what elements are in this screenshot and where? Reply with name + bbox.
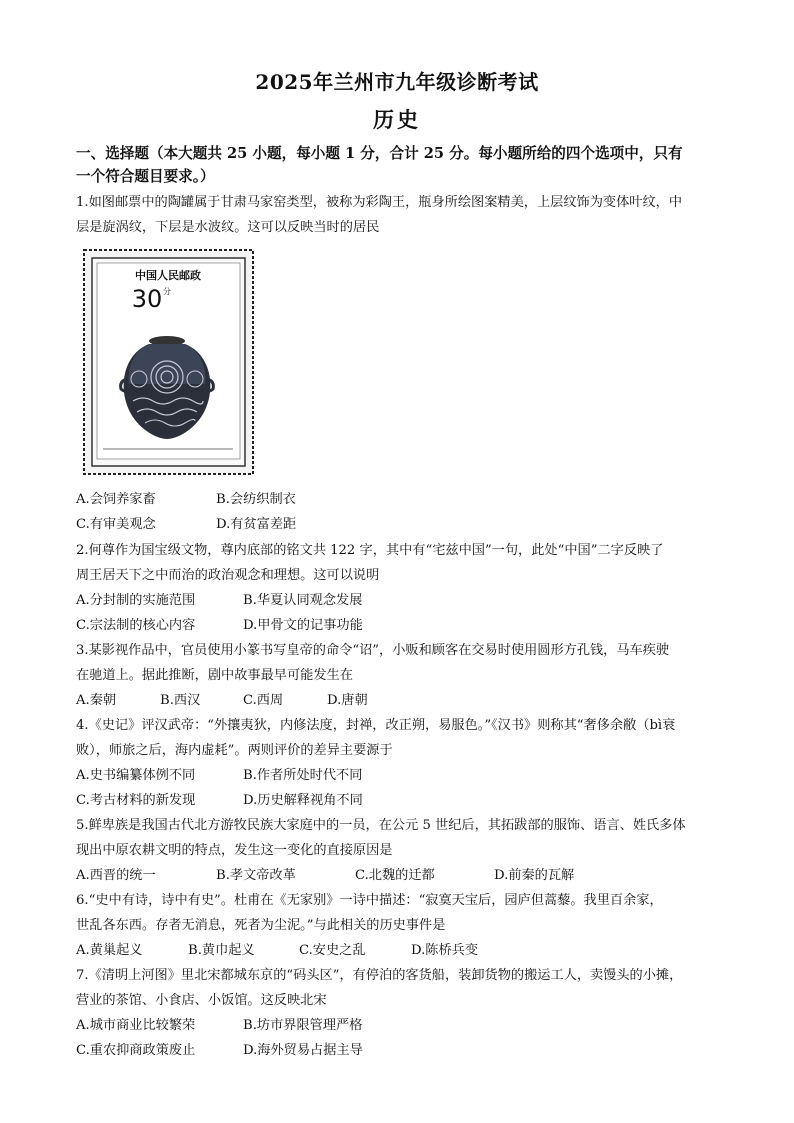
q1-option-a: A.会饲养家畜 [76, 492, 156, 507]
q3-option-a: A.秦朝 [76, 693, 117, 708]
q1-stem-line1: 1.如图邮票中的陶罐属于甘肃马家窑类型，被称为彩陶王，瓶身所绘图案精美，上层纹饰为变体叶纹，中 [76, 195, 683, 210]
q2-option-b: B.华夏认同观念发展 [243, 593, 363, 608]
q2-option-d: D.甲骨文的记事功能 [243, 618, 363, 633]
pottery-stamp-image [83, 249, 254, 475]
q1-stem-line2: 层是旋涡纹，下层是水波纹。这可以反映当时的居民 [76, 220, 380, 235]
q4-option-a: A.史书编纂体例不同 [76, 768, 196, 783]
q3-option-c: C.西周 [243, 693, 284, 708]
q6-stem-line1: 6.“史中有诗，诗中有史”。杜甫在《无家别》一诗中描述：“寂寞天宝后，园庐但蒿藜。我里百余家， [76, 893, 663, 908]
q7-stem-line1: 7.《清明上河图》里北宋都城东京的“码头区”，有停泊的客货船，装卸货物的搬运工人，卖馒头的小摊， [76, 968, 683, 983]
q7-option-c: C.重农抑商政策废止 [76, 1043, 196, 1058]
stamp-unit: 分 [163, 287, 171, 296]
q3-option-d: D.唐朝 [327, 693, 368, 708]
exam-title: 2025年兰州市九年级诊断考试 [255, 70, 539, 94]
q7-option-b: B.坊市界限管理严格 [243, 1018, 363, 1033]
q1-option-b: B.会纺织制衣 [216, 492, 296, 507]
q3-stem-line1: 3.某影视作品中，官员使用小篆书写皇帝的命令“诏”，小贩和顾客在交易时使用圆形方孔钱，马车疾驶 [76, 643, 670, 658]
stamp-issuer: 中国人民邮政 [135, 269, 201, 282]
q6-option-b: B.黄巾起义 [188, 943, 255, 958]
q2-option-c: C.宗法制的核心内容 [76, 618, 196, 633]
q3-option-b: B.西汉 [160, 693, 201, 708]
q7-option-d: D.海外贸易占据主导 [243, 1043, 363, 1058]
q6-stem-line2: 世乱各东西。存者无消息，死者为尘泥。”与此相关的历史事件是 [76, 918, 446, 933]
q6-option-d: D.陈桥兵变 [411, 943, 479, 958]
stamp-value: 30 [131, 285, 163, 313]
q7-stem-line2: 营业的茶馆、小食店、小饭馆。这反映北宋 [76, 993, 327, 1008]
q4-stem-line2: 败），师旅之后，海内虚耗”。两则评价的差异主要源于 [76, 743, 393, 758]
q1-option-c: C.有审美观念 [76, 517, 156, 532]
q6-option-a: A.黄巢起义 [76, 943, 143, 958]
q5-stem-line1: 5.鲜卑族是我国古代北方游牧民族大家庭中的一员，在公元 5 世纪后，其拓跋部的服饰、语言、姓氏多体 [76, 818, 686, 833]
q2-stem-line2: 周王居天下之中而治的政治观念和理想。这可以说明 [76, 568, 380, 583]
q5-stem-line2: 现出中原农耕文明的特点，发生这一变化的直接原因是 [76, 843, 393, 858]
q4-option-d: D.历史解释视角不同 [243, 793, 363, 808]
q6-option-c: C.安史之乱 [299, 943, 366, 958]
q5-option-b: B.孝文帝改革 [216, 868, 296, 883]
q2-stem-line1: 2.何尊作为国宝级文物，尊内底部的铭文共 122 字，其中有“宅兹中国”一句，此处“中国”二字反映了 [76, 543, 664, 558]
q3-stem-line2: 在驰道上。据此推断，剧中故事最早可能发生在 [76, 668, 353, 683]
subject-title: 历史 [373, 107, 421, 132]
q7-option-a: A.城市商业比较繁荣 [76, 1018, 196, 1033]
q4-option-b: B.作者所处时代不同 [243, 768, 363, 783]
q4-option-c: C.考古材料的新发现 [76, 793, 196, 808]
section-heading-line2: 一个符合题目要求。） [76, 168, 215, 185]
q5-option-c: C.北魏的迁都 [355, 868, 435, 883]
q1-option-d: D.有贫富差距 [216, 517, 297, 532]
q5-option-a: A.西晋的统一 [76, 868, 156, 883]
q4-stem-line1: 4.《史记》评汉武帝：“外攘夷狄，内修法度，封禅，改正朔，易服色。”《汉书》则称其“奢侈余敝（bì衰 [76, 718, 676, 733]
q5-option-d: D.前秦的瓦解 [494, 868, 575, 883]
section-heading-line1: 一、选择题（本大题共 25 小题，每小题 1 分，合计 25 分。每小题所给的四个选项中，只有 [76, 145, 683, 162]
q2-option-a: A.分封制的实施范围 [76, 593, 196, 608]
